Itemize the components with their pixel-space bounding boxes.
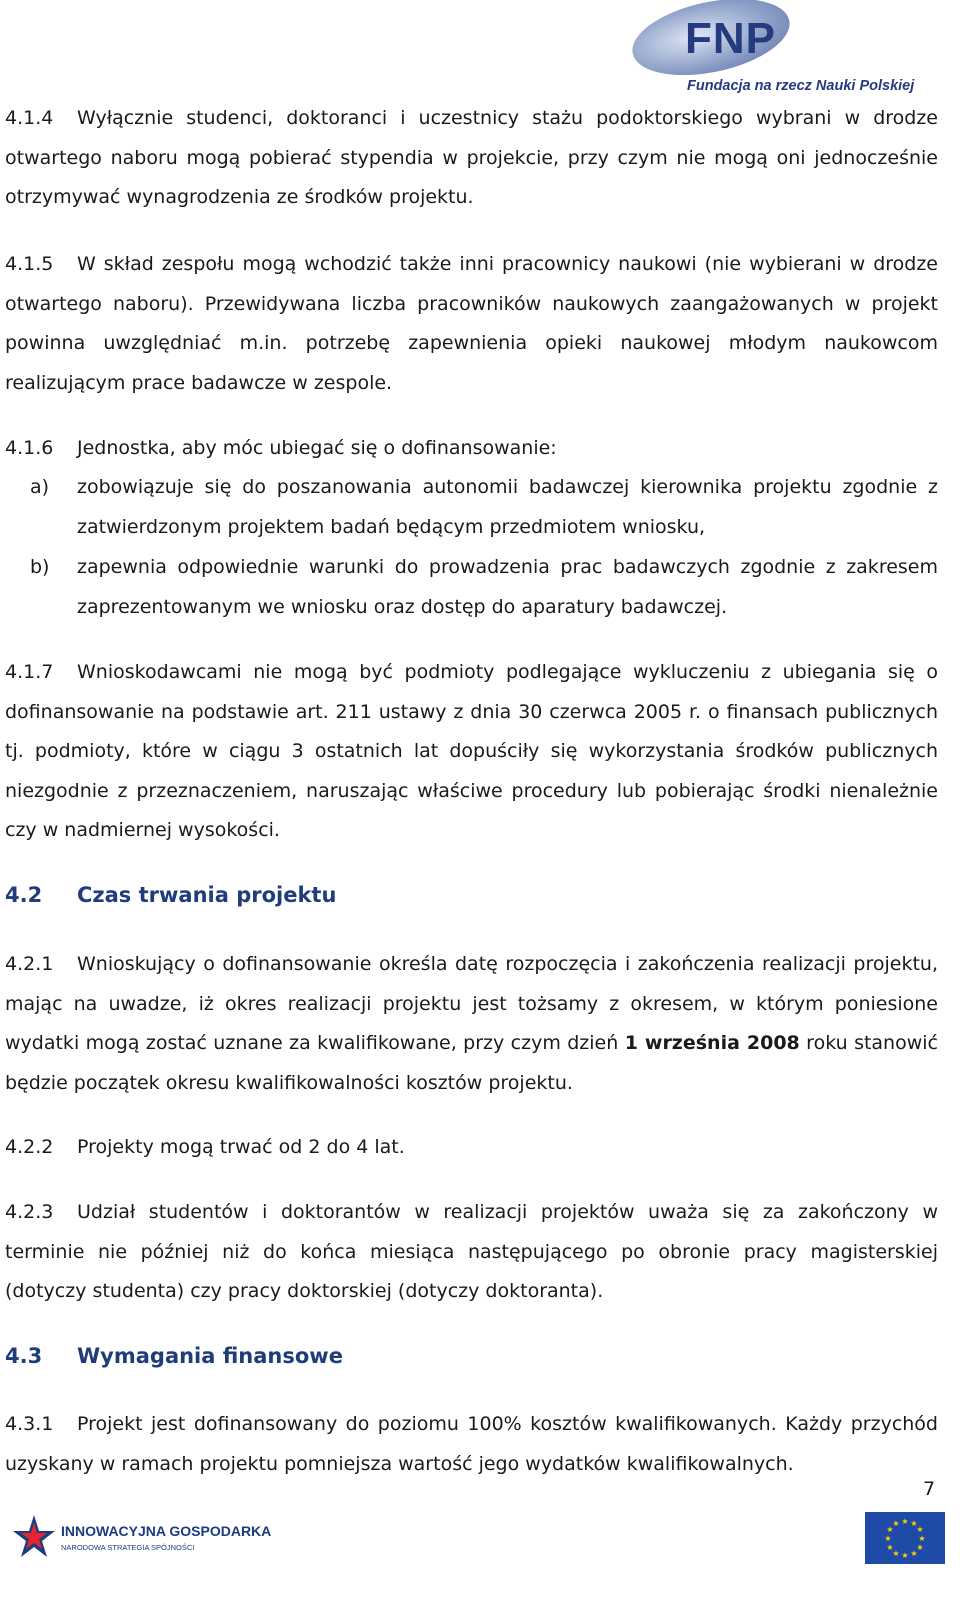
heading-4-3 <box>5 1344 343 1368</box>
section-text: Wyłącznie studenci, doktoranci i uczestnicy stażu podoktorskiego wybrani w drodze otwartego naboru mogą pobierać stypendia w projekcie, przy czym nie mogą oni jednocześnie otrzymywać wynagrodzenia ze środków projektu. <box>5 107 938 208</box>
svg-text:★: ★ <box>916 1525 924 1534</box>
svg-text:★: ★ <box>918 1534 926 1543</box>
section-text: W skład zespołu mogą wchodzić także inni pracownicy naukowi (nie wybierani w drodze otwartego naboru). Przewidywana liczba pracowników naukowych zaangażowanych w projekt powinna uwzględniać m.in. potrzebę zapewnienia opieki naukowej młodym naukowcom realizującym prace badawcze w zespole. <box>5 253 938 394</box>
list-item-b <box>5 548 938 627</box>
heading-number: 4.3 <box>5 1344 43 1368</box>
svg-text:★: ★ <box>901 1551 909 1560</box>
section-4-1-6 <box>5 429 938 469</box>
section-text: Wnioskodawcami nie mogą być podmioty podlegające wykluczeniu z ubiegania się o dofinansowanie na podstawie art. 211 ustawy z dnia 30 czerwca 2005 r. o finansach publicznych tj. podmioty, które w ciągu 3 ostatnich lat dopuściły się wykorzystania środków publicznych niezgodnie z przeznaczeniem, naruszając właściwe procedury lub pobierając środki nienależnie czy w nadmiernej wysokości. <box>5 661 938 841</box>
start-date-bold: 1 września 2008 <box>624 1032 800 1054</box>
heading-4-2 <box>5 883 336 907</box>
list-item-label: a) <box>30 476 50 498</box>
heading-title: Wymagania finansowe <box>77 1344 343 1368</box>
section-4-3-1 <box>5 1405 938 1484</box>
section-4-1-4 <box>5 99 938 218</box>
section-4-2-3 <box>5 1193 938 1312</box>
svg-text:★: ★ <box>910 1519 918 1528</box>
section-number: 4.1.4 <box>5 107 54 129</box>
list-item-a <box>5 468 938 547</box>
section-number: 4.2.3 <box>5 1201 54 1223</box>
svg-text:★: ★ <box>886 1525 894 1534</box>
svg-text:★: ★ <box>910 1549 918 1558</box>
ig-logo-title: INNOWACYJNA GOSPODARKA <box>61 1523 272 1539</box>
svg-text:★: ★ <box>901 1517 909 1526</box>
list-item-text: zobowiązuje się do poszanowania autonomii badawczej kierownika projektu zgodnie z zatwierdzonym projektem badań będącym przedmiotem wniosku, <box>77 476 938 538</box>
ig-logo-subtitle: NARODOWA STRATEGIA SPÓJNOŚCI <box>61 1543 195 1552</box>
section-text-end: roku stanowić będzie początek okresu kwalifikowalności kosztów projektu. <box>5 1032 938 1094</box>
svg-text:★: ★ <box>886 1543 894 1552</box>
svg-text:★: ★ <box>892 1519 900 1528</box>
section-text: Jednostka, aby móc ubiegać się o dofinansowanie: <box>77 437 557 459</box>
fnp-logo <box>615 0 955 100</box>
eu-flag-icon <box>865 1512 945 1564</box>
svg-text:★: ★ <box>884 1534 892 1543</box>
document-page <box>5 0 943 1597</box>
ig-star-icon <box>11 1513 57 1559</box>
innowacyjna-gospodarka-logo <box>5 1505 272 1565</box>
section-number: 4.1.5 <box>5 253 54 275</box>
section-text: Wnioskujący o dofinansowanie określa datę rozpoczęcia i zakończenia realizacji projektu, mając na uwadze, iż okres realizacji projektu jest tożsamy z okresem, w którym poniesione wydatki mogą zostać uznane za kwalifikowane, przy czym dzień <box>5 953 938 1054</box>
fnp-logo-subtitle: Fundacja na rzecz Nauki Polskiej <box>687 78 915 94</box>
svg-text:★: ★ <box>916 1543 924 1552</box>
svg-text:★: ★ <box>892 1549 900 1558</box>
section-number: 4.2.2 <box>5 1136 54 1158</box>
heading-title: Czas trwania projektu <box>77 883 337 907</box>
section-text: Projekt jest dofinansowany do poziomu 100% kosztów kwalifikowanych. Każdy przychód uzyskany w ramach projektu pomniejsza wartość jego wydatków kwalifikowalnych. <box>5 1413 938 1475</box>
section-4-2-1 <box>5 945 938 1103</box>
section-number: 4.3.1 <box>5 1413 54 1435</box>
section-text: Udział studentów i doktorantów w realizacji projektów uważa się za zakończony w terminie nie później niż do końca miesiąca następującego po obronie pracy magisterskiej (dotyczy studenta) czy pracy doktorskiej (dotyczy doktoranta). <box>5 1201 938 1302</box>
list-item-label: b) <box>30 556 50 578</box>
section-number: 4.1.6 <box>5 437 54 459</box>
page-number: 7 <box>923 1478 936 1500</box>
section-4-1-5 <box>5 245 938 403</box>
section-number: 4.1.7 <box>5 661 54 683</box>
section-number: 4.2.1 <box>5 953 54 975</box>
list-item-text: zapewnia odpowiednie warunki do prowadzenia prac badawczych zgodnie z zakresem zaprezentowanym we wniosku oraz dostęp do aparatury badawczej. <box>77 556 938 618</box>
section-4-2-2 <box>5 1128 938 1168</box>
fnp-logo-text: FNP <box>685 14 776 63</box>
heading-number: 4.2 <box>5 883 43 907</box>
section-text: Projekty mogą trwać od 2 do 4 lat. <box>77 1136 405 1158</box>
section-4-1-7 <box>5 653 938 851</box>
